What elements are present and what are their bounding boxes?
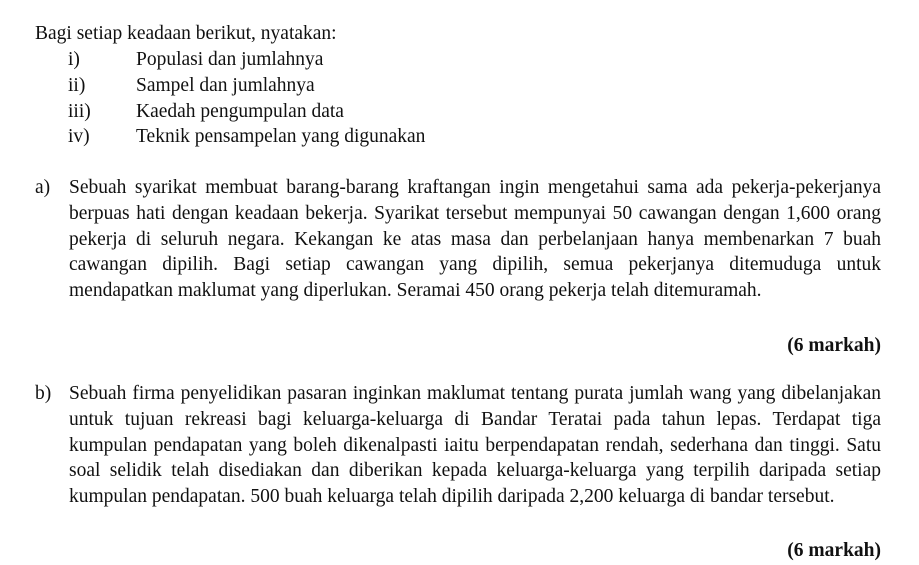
list-item-text: Teknik pensampelan yang digunakan <box>136 126 426 148</box>
list-item-text: Sampel dan jumlahnya <box>136 74 315 96</box>
instruction-text: Bagi setiap keadaan berikut, nyatakan: <box>35 23 337 44</box>
list-item-number: iii) <box>68 100 91 122</box>
marks-label: (6 markah) <box>787 540 881 561</box>
question-label: a) <box>35 177 51 198</box>
list-item-text: Populasi dan jumlahnya <box>136 49 324 70</box>
question-label: b) <box>35 383 52 404</box>
question-text: Sebuah firma penyelidikan pasaran inginkan maklumat tentang purata jumlah wang yang dibelanjakan untuk tujuan rekreasi bagi keluarga-keluarga di Bandar Teratai pada tahun lepas. Terdapat tiga kumpulan pendapatan yang boleh dikenalpasti iaitu berpendapatan rendah, sederhana dan tinggi. Satu soal selidik telah disediakan dan diberikan kepada keluarga-keluarga yang terpilih daripada setiap kumpulan pendapatan. 500 buah keluarga telah dipilih daripada 2,200 keluarga di bandar tersebut. <box>69 383 881 508</box>
list-item-number: i) <box>68 49 80 70</box>
question-text: Sebuah syarikat membuat barang-barang kraftangan ingin mengetahui sama ada pekerja-pekerjanya berpuas hati dengan keadaan bekerja. Syarikat tersebut mempunyai 50 cawangan dengan 1,600 orang pekerja di seluruh negara. Kekangan ke atas masa dan perbelanjaan hanya membenarkan 7 buah cawangan dipilih. Bagi setiap cawangan yang dipilih, semua pekerjanya ditemuduga untuk mendapatkan maklumat yang diperlukan. Seramai 450 orang pekerja telah ditemuramah. <box>69 177 881 302</box>
list-item-number: ii) <box>68 74 86 96</box>
marks-label: (6 markah) <box>787 335 881 356</box>
list-item-number: iv) <box>68 126 90 148</box>
list-item-text: Kaedah pengumpulan data <box>136 100 344 122</box>
